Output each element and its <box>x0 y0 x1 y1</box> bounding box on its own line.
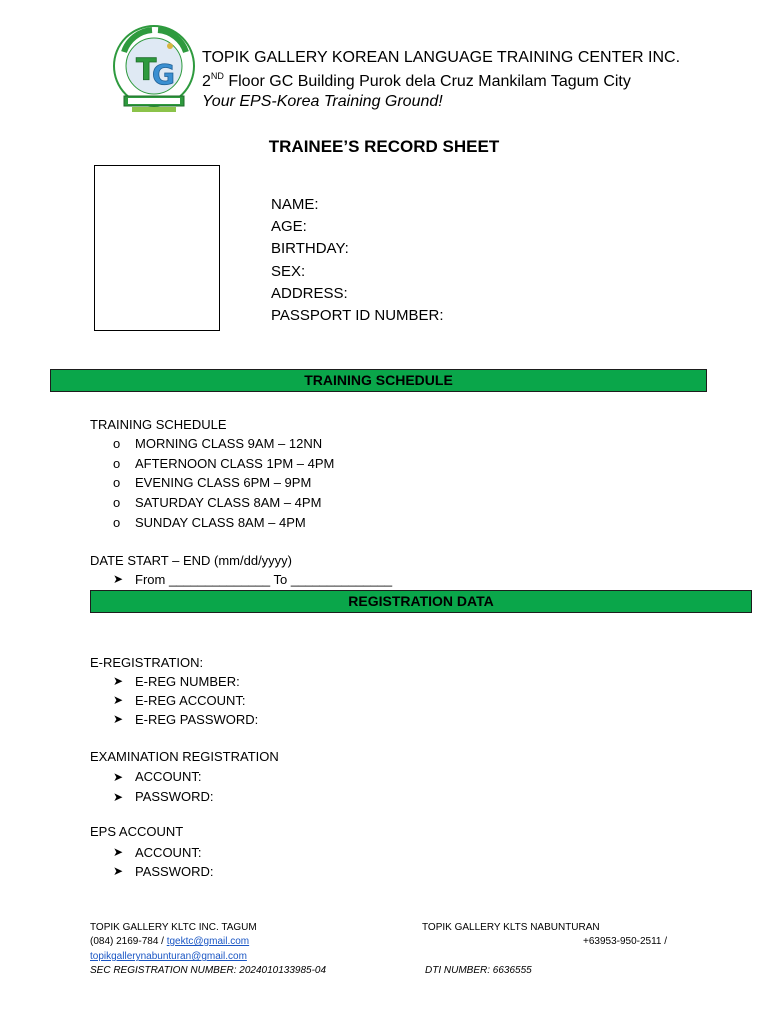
exam-registration-label: EXAMINATION REGISTRATION <box>90 749 279 764</box>
organization-address: 2ND Floor GC Building Purok dela Cruz Mankilam Tagum City <box>202 71 631 90</box>
e-registration-list <box>113 672 259 729</box>
list-item: o MORNING CLASS 9AM – 12NN <box>135 434 334 454</box>
organization-tagline: Your EPS-Korea Training Ground! <box>202 93 443 110</box>
bullet-icon: o <box>113 475 121 491</box>
email-link-tagum[interactable]: tgektc@gmail.com <box>166 936 250 947</box>
exam-registration-list <box>113 767 214 807</box>
list-item: ➤ ACCOUNT: <box>113 845 202 860</box>
list-item: ➤ E-REG PASSWORD: <box>113 712 259 727</box>
arrow-bullet-icon: ➤ <box>113 790 124 804</box>
footer-left-email2 <box>90 951 247 962</box>
arrow-bullet-icon: ➤ <box>113 845 124 859</box>
eps-account-label: EPS ACCOUNT <box>90 824 184 839</box>
arrow-bullet-icon: ➤ <box>113 712 124 726</box>
list-item: ➤ ACCOUNT: <box>135 767 214 787</box>
trainee-fields <box>271 194 444 327</box>
list-item: ➤ PASSWORD: <box>113 864 214 879</box>
list-item: o SUNDAY CLASS 8AM – 4PM <box>135 513 334 533</box>
training-schedule-label: TRAINING SCHEDULE <box>90 417 227 432</box>
field-name-label: NAME: <box>271 196 319 213</box>
training-schedule-list <box>113 434 335 533</box>
footer-right-name: TOPIK GALLERY KLTS NABUNTURAN <box>422 922 600 933</box>
footer-left-name: TOPIK GALLERY KLTC INC. TAGUM <box>90 922 257 933</box>
field-sex-label: SEX: <box>271 262 306 280</box>
footer-sec-number: SEC REGISTRATION NUMBER: 2024010133985-04 <box>90 965 327 976</box>
svg-text:G: G <box>152 58 175 91</box>
bullet-icon: o <box>113 455 121 471</box>
eps-account-list <box>113 843 214 881</box>
e-registration-label: E-REGISTRATION: <box>90 655 204 670</box>
arrow-bullet-icon: ➤ <box>113 572 124 586</box>
photo-box <box>94 165 220 331</box>
field-age-label: AGE: <box>271 218 307 236</box>
arrow-bullet-icon: ➤ <box>113 770 124 784</box>
bullet-icon: o <box>113 514 121 530</box>
organization-name: TOPIK GALLERY KOREAN LANGUAGE TRAINING CENTER INC. <box>202 49 681 66</box>
training-schedule-bar: TRAINING SCHEDULE <box>50 369 707 392</box>
field-address-label: ADDRESS: <box>271 284 348 302</box>
page-title: TRAINEE’S RECORD SHEET <box>268 137 500 156</box>
footer-right-phone: +63953-950-2511 / <box>583 936 668 947</box>
list-item: ➤ E-REG NUMBER: <box>113 674 240 689</box>
bullet-icon: o <box>113 495 121 511</box>
list-item: ➤ E-REG ACCOUNT: <box>113 693 246 708</box>
field-passport-label: PASSPORT ID NUMBER: <box>271 307 444 325</box>
list-item: ➤ PASSWORD: <box>135 787 214 807</box>
list-item: o AFTERNOON CLASS 1PM – 4PM <box>135 454 334 474</box>
footer-left-contact: (084) 2169-784 / tgektc@gmail.com <box>90 936 250 947</box>
footer-dti-number: DTI NUMBER: 6636555 <box>425 965 532 976</box>
list-item: o SATURDAY CLASS 8AM – 4PM <box>135 493 334 513</box>
arrow-bullet-icon: ➤ <box>113 864 124 878</box>
field-birthday-label: BIRTHDAY: <box>271 240 349 258</box>
company-logo <box>108 22 200 116</box>
svg-text:T: T <box>136 53 157 88</box>
arrow-bullet-icon: ➤ <box>113 693 124 707</box>
email-link-nabunturan[interactable]: topikgallerynabunturan@gmail.com <box>90 951 247 962</box>
date-range-line: ➤ From ______________ To ______________ <box>113 572 393 587</box>
bullet-icon: o <box>113 436 121 451</box>
registration-data-bar: REGISTRATION DATA <box>90 590 752 613</box>
list-item: o EVENING CLASS 6PM – 9PM <box>135 473 334 493</box>
date-range-label: DATE START – END (mm/dd/yyyy) <box>90 553 293 568</box>
arrow-bullet-icon: ➤ <box>113 674 124 688</box>
